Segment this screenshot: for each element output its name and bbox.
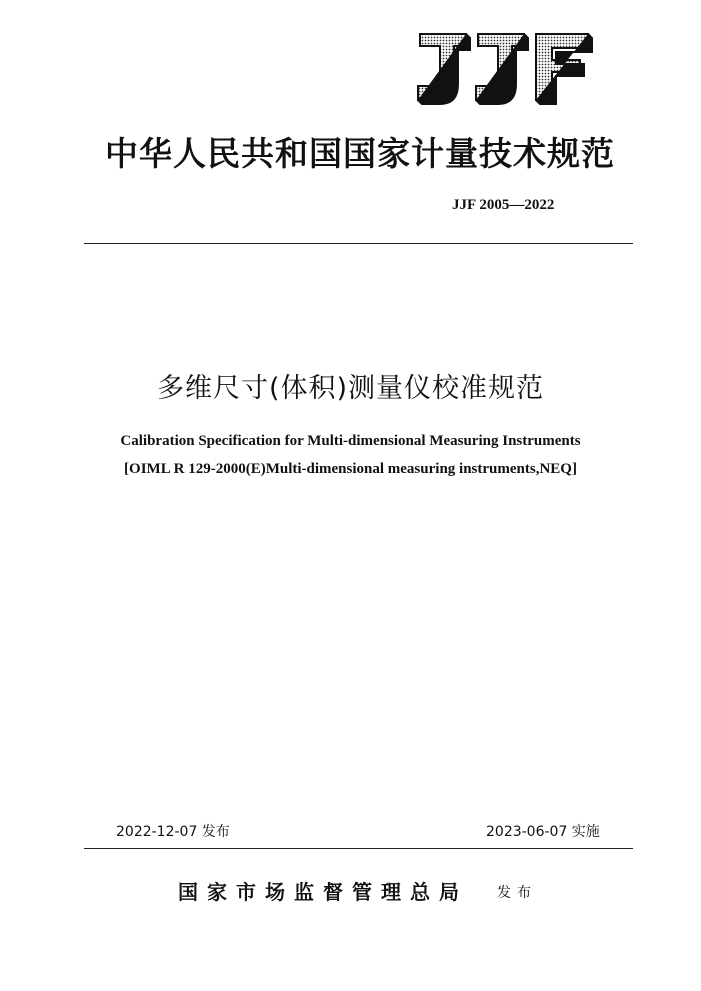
bottom-divider [84,848,633,849]
publisher-name: 国家市场监督管理总局 [178,880,468,904]
standard-number: JJF 2005—2022 [452,197,555,213]
reference-standard: [OIML R 129-2000(E)Multi-dimensional measuring instruments,NEQ] [124,461,577,477]
document-title-cn: 多维尺寸(体积)测量仪校准规范 [156,373,545,404]
org-title: 中华人民共和国国家计量技术规范 [105,134,615,173]
issue-date: 2022-12-07 发布 [116,824,230,840]
implementation-date: 2023-06-07 实施 [486,824,600,840]
jjf-logo-graphic [412,30,594,106]
top-divider [84,243,633,244]
document-title-en: Calibration Specification for Multi-dimensional Measuring Instruments [120,433,581,449]
publish-label: 发布 [497,885,537,901]
jjf-logo [412,30,594,106]
